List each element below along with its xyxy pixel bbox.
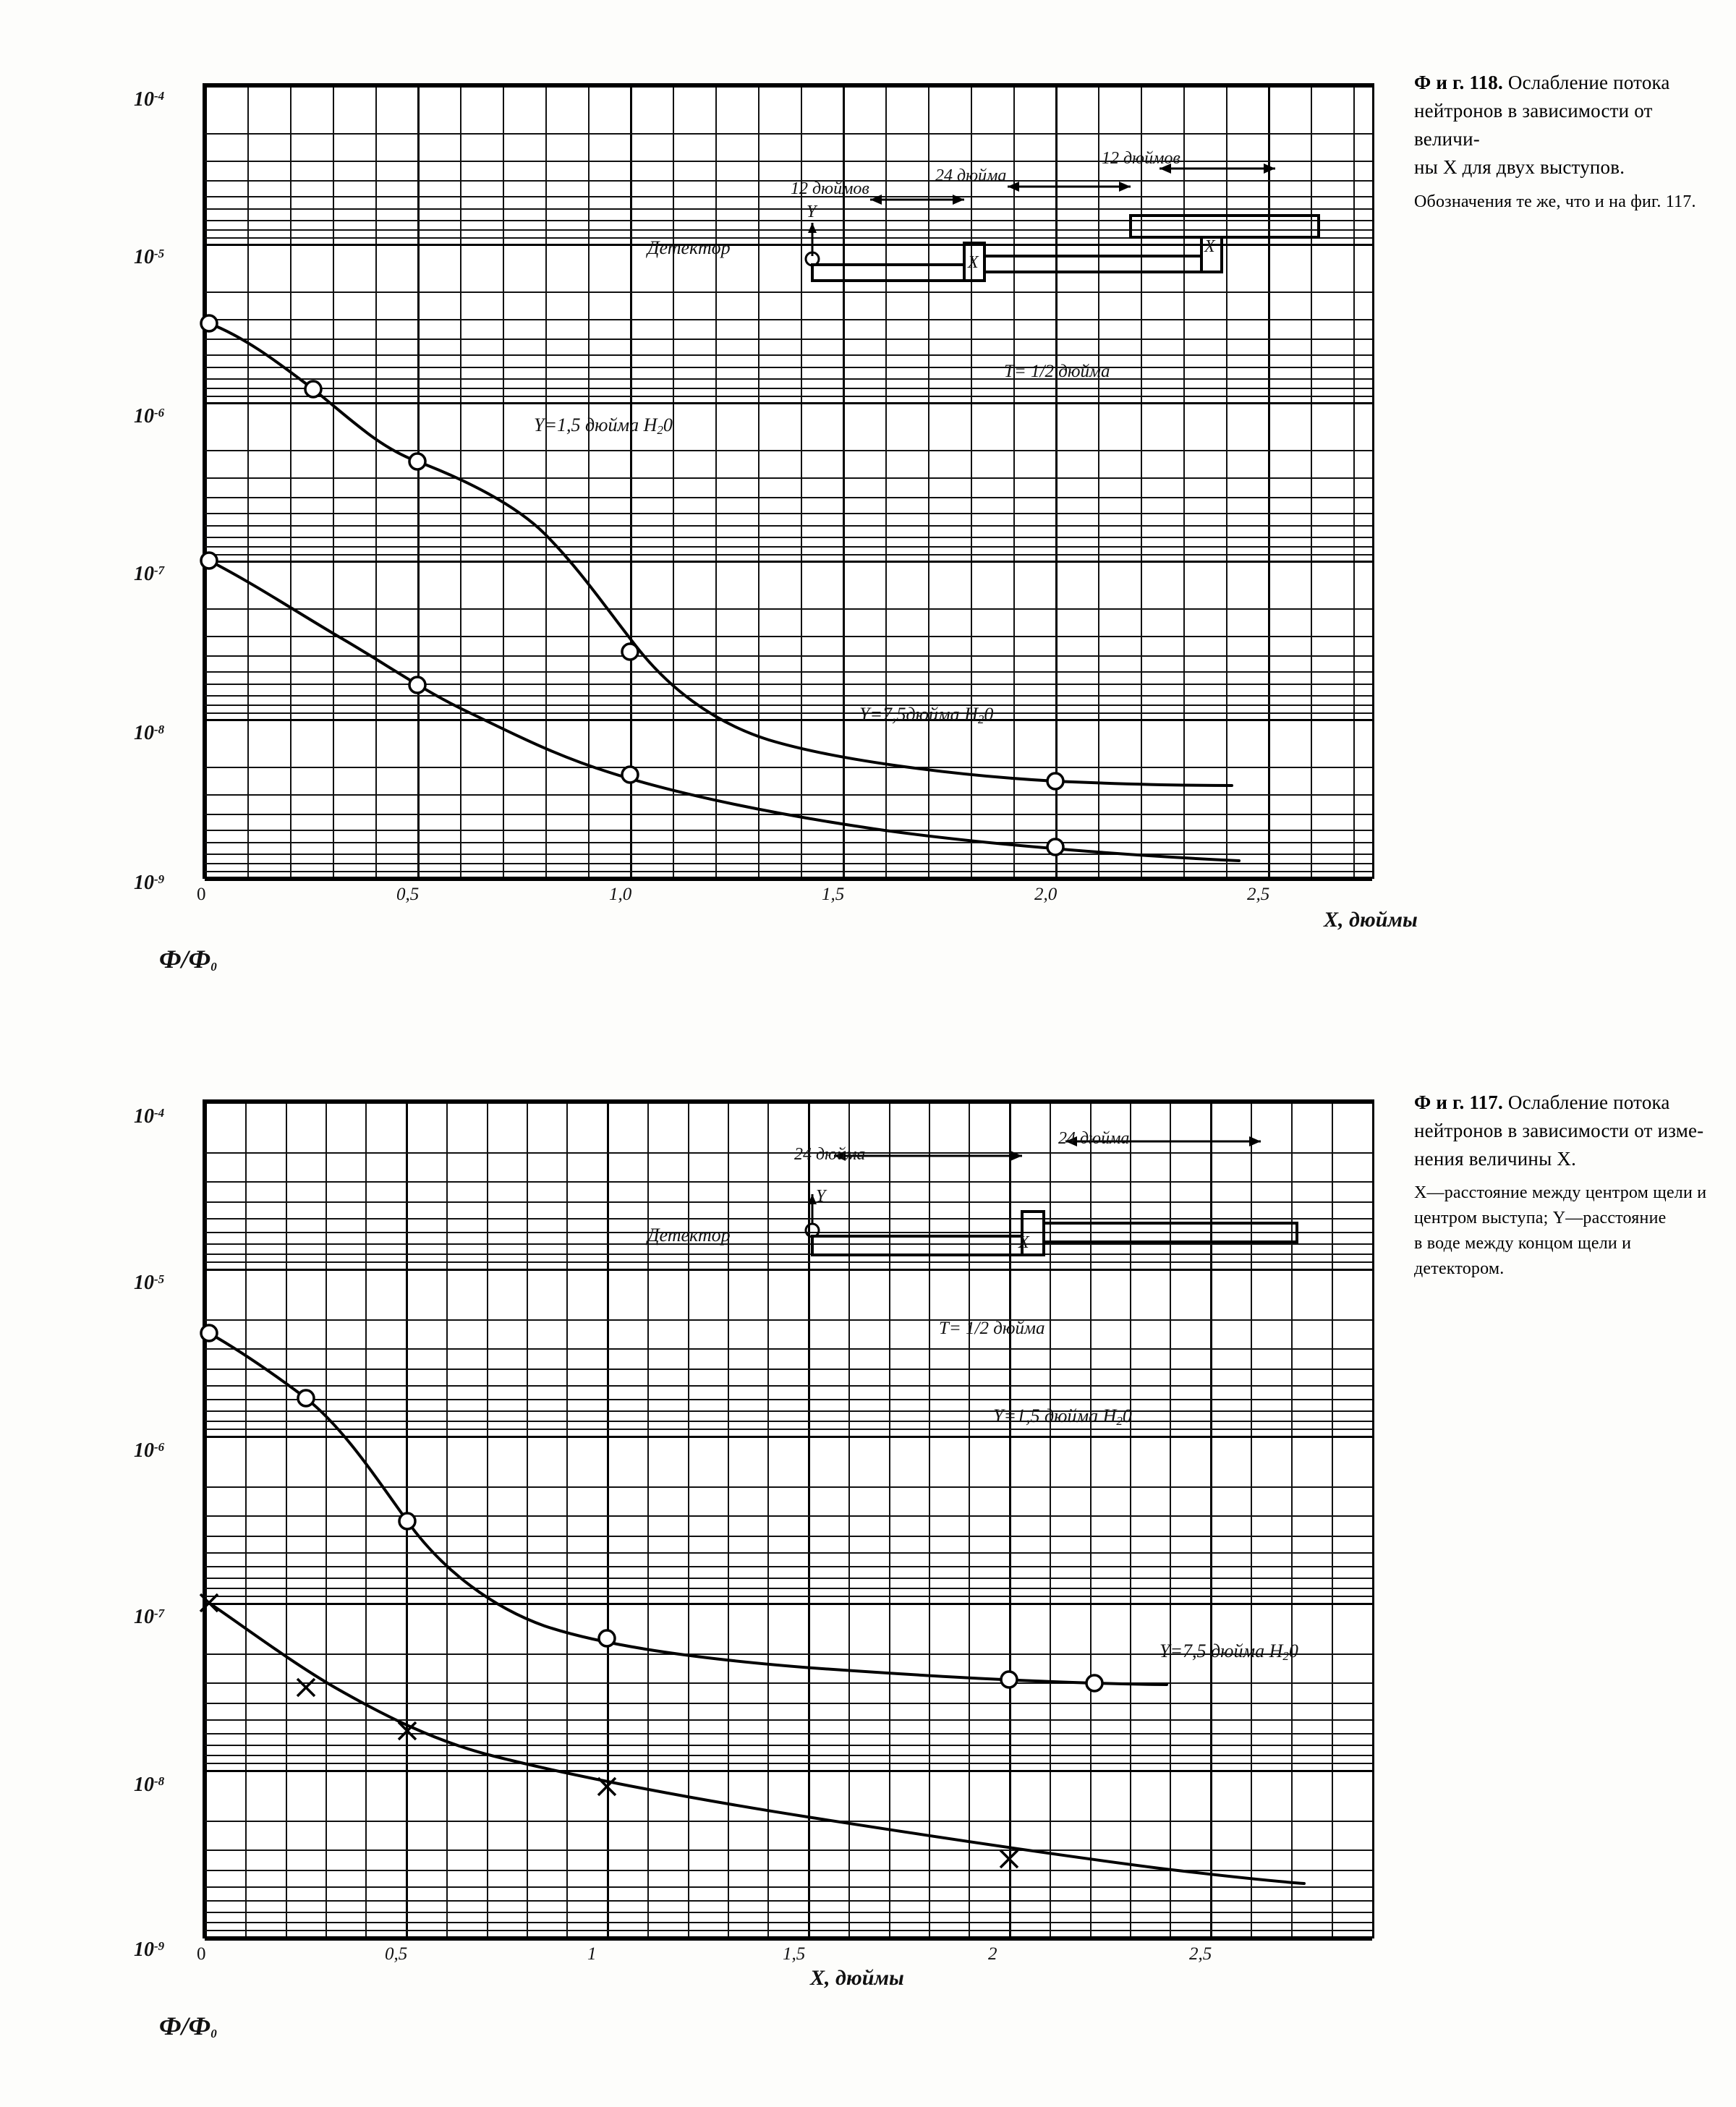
curve-117-y75 xyxy=(209,1603,1304,1883)
fig117-number: Ф и г. 117. xyxy=(1414,1091,1503,1113)
fig117-xtick-4: 2 xyxy=(988,1944,997,1964)
fig117-xtick-0: 0 xyxy=(197,1944,206,1964)
fig118-xlabel: X, дюймы xyxy=(1324,908,1418,932)
fig118-xtick-1: 0,5 xyxy=(396,885,420,904)
curve-117-y15 xyxy=(209,1333,1167,1685)
fig118-ytick-0: $10^{-4}$ xyxy=(134,88,165,111)
fig118-label-y: Y xyxy=(807,203,817,221)
fig118-schematic xyxy=(726,114,1355,353)
fig117-label-y: Y xyxy=(816,1187,826,1206)
fig117-label-thickness: T= 1/2 дюйма xyxy=(939,1319,1045,1338)
fig117-xtick-2: 1 xyxy=(587,1944,597,1964)
fig117-caption-text1: Ослабление потока нейтронов в зависимости от изме- xyxy=(1414,1091,1704,1142)
fig118-label-detector: Детектор xyxy=(647,237,731,258)
curve-y75 xyxy=(209,561,1239,861)
fig118-label-thickness: T= 1/2 дюйма xyxy=(1004,362,1110,381)
figure-117 xyxy=(181,1085,1367,1964)
fig117-xtick-1: 0,5 xyxy=(385,1944,408,1964)
fig117-label-24in-b: 24 дюйма xyxy=(1058,1129,1130,1148)
fig117-ytick-3: $10^{-7}$ xyxy=(134,1606,165,1628)
fig118-caption-line1 xyxy=(1414,69,1703,153)
fig117-label-detector: Детектор xyxy=(647,1225,731,1246)
fig118-ytick-5: $10^{-9}$ xyxy=(134,872,165,894)
figure-118 xyxy=(181,69,1367,904)
fig118-ytick-1: $10^{-5}$ xyxy=(134,246,165,268)
fig118-caption-text1: Ослабление потока нейтронов в зависимости от величи- xyxy=(1414,72,1670,150)
fig118-label-12in-a: 12 дюймов xyxy=(791,179,869,198)
fig118-label-12in-b: 12 дюймов xyxy=(1102,149,1180,168)
fig117-caption-line1 xyxy=(1414,1089,1711,1145)
fig117-xtick-5: 2,5 xyxy=(1189,1944,1212,1964)
fig118-ytick-2: $10^{-6}$ xyxy=(134,405,165,427)
fig118-caption-note: Обозначения те же, что и на фиг. 117. xyxy=(1414,192,1696,211)
fig118-ytick-4: $10^{-8}$ xyxy=(134,722,165,744)
fig118-xtick-0: 0 xyxy=(197,885,206,904)
fig117-label-y75: Y=7,5 дюйма $H_20$ xyxy=(1160,1640,1298,1663)
fig117-ytick-1: $10^{-5}$ xyxy=(134,1272,165,1294)
fig117-ytick-5: $10^{-9}$ xyxy=(134,1938,165,1961)
fig118-ytick-3: $10^{-7}$ xyxy=(134,563,165,585)
fig118-label-24in: 24 дюйма xyxy=(935,166,1007,185)
fig118-label-y75: Y=7,5дюйма $H_20$ xyxy=(859,704,994,726)
fig118-number: Ф и г. 118. xyxy=(1414,72,1503,93)
fig117-xlabel: X, дюймы xyxy=(810,1966,904,1990)
fig117-caption-note2: в воде между концом щели и детектором. xyxy=(1414,1234,1632,1278)
fig118-plot xyxy=(203,83,1374,879)
curve-y15 xyxy=(209,323,1232,786)
fig118-label-x-b: X xyxy=(1204,237,1215,256)
fig117-caption-note1: X—расстояние между центром щели и центром выступа; Y—расстояние xyxy=(1414,1183,1707,1228)
fig117-label-x: X xyxy=(1018,1233,1029,1252)
fig117-ytick-4: $10^{-8}$ xyxy=(134,1774,165,1796)
fig117-label-y15: Y=1,5 дюйма $H_20$ xyxy=(993,1405,1132,1428)
fig118-xtick-2: 1,0 xyxy=(609,885,632,904)
fig118-caption xyxy=(1414,69,1703,214)
fig117-xtick-3: 1,5 xyxy=(783,1944,806,1964)
fig118-xtick-3: 1,5 xyxy=(822,885,845,904)
fig117-caption xyxy=(1414,1089,1711,1282)
fig117-plot xyxy=(203,1099,1374,1938)
fig117-ylabel: $Ф/Ф_0$ xyxy=(159,2012,217,2040)
fig117-caption-line2: нения величины X. xyxy=(1414,1148,1577,1170)
fig118-label-x-a: X xyxy=(968,253,979,272)
fig117-ytick-2: $10^{-6}$ xyxy=(134,1439,165,1462)
fig117-label-24in-a: 24 дюйма xyxy=(794,1145,866,1164)
fig118-caption-line2: ны X для двух выступов. xyxy=(1414,156,1625,179)
fig118-ylabel: $Ф/Ф_0$ xyxy=(159,945,217,974)
fig117-ytick-0: $10^{-4}$ xyxy=(134,1105,165,1128)
fig118-xtick-4: 2,0 xyxy=(1034,885,1058,904)
fig118-xtick-5: 2,5 xyxy=(1247,885,1270,904)
fig118-label-y15: Y=1,5 дюйма $H_20$ xyxy=(534,414,673,437)
